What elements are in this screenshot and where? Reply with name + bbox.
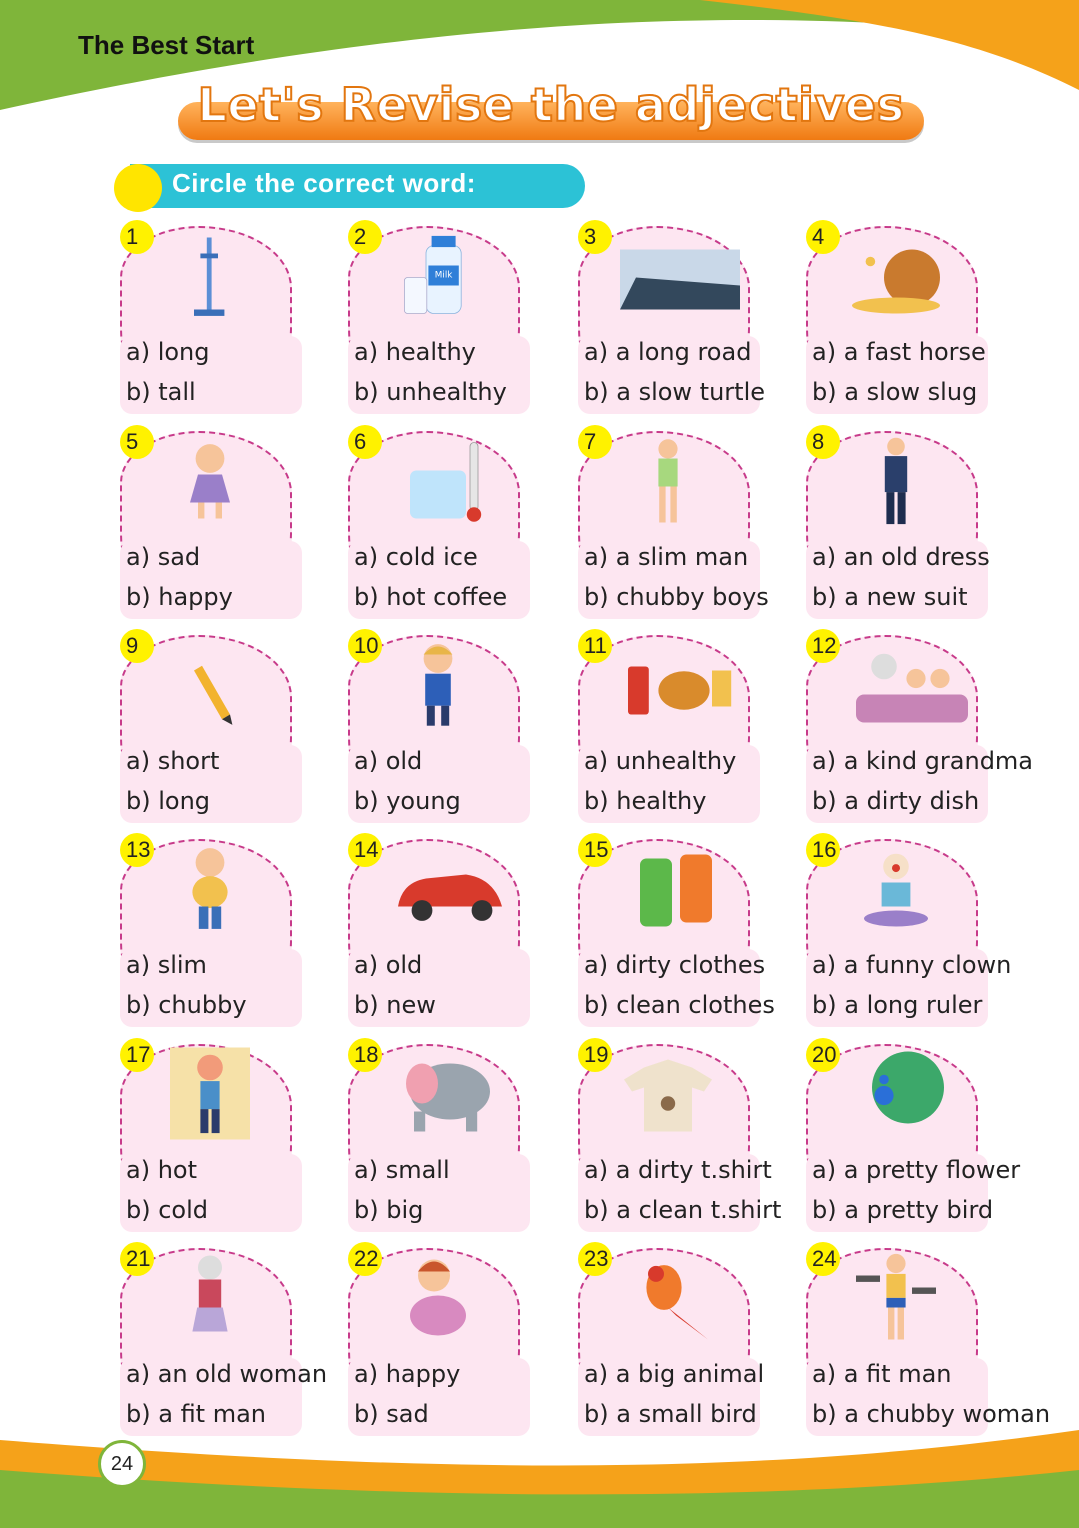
dirty-tshirt-icon [620,1036,740,1151]
option-b[interactable]: b) a clean t.shirt [584,1196,782,1224]
option-b[interactable]: b) tall [126,378,196,406]
exercise-item [110,423,310,627]
exercise-item [110,1036,310,1240]
milk-label: Milk [434,270,453,281]
pencil-icon [162,627,282,742]
option-a[interactable]: a) sad [126,543,201,571]
option-b[interactable]: b) long [126,787,211,815]
milk-bottle-icon [390,218,510,333]
option-b[interactable]: b) big [354,1196,424,1224]
exercise-item [338,1240,538,1444]
item-number: 20 [806,1038,840,1072]
option-a[interactable]: a) happy [354,1360,461,1388]
exercise-item [338,1036,538,1240]
exercise-item [796,831,1012,1035]
brand-title: The Best Start [78,30,255,60]
exercise-item [796,218,996,422]
option-b[interactable]: b) new [354,991,436,1019]
option-a[interactable]: a) an old dress [812,543,990,571]
option-b[interactable]: b) hot coffee [354,583,508,611]
item-number: 17 [120,1038,154,1072]
exercise-item [568,1240,768,1444]
item-number: 23 [578,1242,612,1276]
exercise-item [796,627,1034,831]
ice-thermometer-icon [390,423,510,538]
item-number: 21 [120,1242,154,1276]
option-b[interactable]: b) a long ruler [812,991,983,1019]
clothes-icon [620,831,740,946]
junk-food-icon [620,627,740,742]
parrot-icon [620,1240,740,1355]
option-b[interactable]: b) unhealthy [354,378,507,406]
item-number: 8 [806,425,840,459]
exercise-item [568,831,775,1035]
option-b[interactable]: b) a chubby woman [812,1400,1051,1428]
exercise-item [110,218,310,422]
option-b[interactable]: b) healthy [584,787,707,815]
item-number: 19 [578,1038,612,1072]
option-b[interactable]: b) happy [126,583,233,611]
option-a[interactable]: a) healthy [354,338,476,366]
chubby-boy-icon [162,831,282,946]
road-icon [620,218,740,333]
peacock-icon [848,1036,968,1151]
exercise-item [796,1036,1021,1240]
exercise-item [110,831,310,1035]
item-number: 13 [120,833,154,867]
elephant-icon [390,1036,510,1151]
item-number: 6 [348,425,382,459]
option-a[interactable]: a) an old woman [126,1360,328,1388]
option-a[interactable]: a) a funny clown [812,951,1012,979]
option-b[interactable]: b) a pretty bird [812,1196,994,1224]
item-number: 12 [806,629,840,663]
item-number: 18 [348,1038,382,1072]
instruction-bullet [114,164,162,212]
exercise-item [796,1240,1051,1444]
item-number: 10 [348,629,382,663]
exercise-item [110,1240,328,1444]
exercise-item [338,627,538,831]
item-number: 3 [578,220,612,254]
item-number: 9 [120,629,154,663]
happy-girl-icon [162,423,282,538]
exercise-item [568,627,768,831]
man-in-suit-icon [848,423,968,538]
clown-icon [848,831,968,946]
item-number: 14 [348,833,382,867]
page-title-banner [178,78,928,144]
exercise-item [110,627,310,831]
item-number: 15 [578,833,612,867]
option-b[interactable]: b) a small bird [584,1400,757,1428]
option-b[interactable]: b) a fit man [126,1400,267,1428]
option-a[interactable]: a) short [126,747,220,775]
option-b[interactable]: b) a dirty dish [812,787,980,815]
page-title: Let's Revise the adjectives [197,78,905,132]
exercise-item [568,423,768,627]
option-a[interactable]: a) old [354,747,423,775]
option-a[interactable]: a) a fast horse [812,338,986,366]
exercise-item [338,218,538,422]
option-a[interactable]: a) long [126,338,210,366]
item-number: 24 [806,1242,840,1276]
item-number: 16 [806,833,840,867]
exercise-item [796,423,996,627]
instruction-text: Circle the correct word: [172,168,476,198]
exercise-item [568,218,768,422]
tower-icon [162,218,282,333]
option-a[interactable]: a) a slim man [584,543,749,571]
option-a[interactable]: a) a fit man [812,1360,952,1388]
sad-girl-icon [390,1240,510,1355]
exercise-grid [110,218,1051,1440]
item-number: 7 [578,425,612,459]
young-boy-icon [390,627,510,742]
option-a[interactable]: a) old [354,951,423,979]
exercise-item [338,831,538,1035]
option-a[interactable]: a) unhealthy [584,747,737,775]
option-b[interactable]: b) chubby boys [584,583,769,611]
option-a[interactable]: a) slim [126,951,207,979]
option-b[interactable]: b) young [354,787,461,815]
slim-boy-icon [620,423,740,538]
grandma-kids-icon [848,627,968,742]
option-a[interactable]: a) a dirty t.shirt [584,1156,772,1184]
page-number: 24 [98,1440,146,1488]
item-number: 22 [348,1242,382,1276]
item-number: 1 [120,220,154,254]
option-a[interactable]: a) dirty clothes [584,951,766,979]
old-woman-icon [162,1240,282,1355]
option-b[interactable]: b) a slow slug [812,378,978,406]
item-number: 11 [578,629,612,663]
option-a[interactable]: a) a pretty flower [812,1156,1021,1184]
option-a[interactable]: a) a long road [584,338,752,366]
option-a[interactable]: a) small [354,1156,450,1184]
option-b[interactable]: b) clean clothes [584,991,775,1019]
option-b[interactable]: b) a new suit [812,583,968,611]
option-b[interactable]: b) cold [126,1196,209,1224]
snail-icon [848,218,968,333]
hot-boy-icon [162,1036,282,1151]
option-b[interactable]: b) chubby [126,991,247,1019]
old-car-icon [390,831,510,946]
exercise-item [568,1036,782,1240]
item-number: 2 [348,220,382,254]
fit-man-icon [848,1240,968,1355]
item-number: 5 [120,425,154,459]
option-a[interactable]: a) hot [126,1156,198,1184]
option-a[interactable]: a) cold ice [354,543,478,571]
item-number: 4 [806,220,840,254]
option-b[interactable]: b) a slow turtle [584,378,766,406]
option-a[interactable]: a) a kind grandma [812,747,1034,775]
option-a[interactable]: a) a big animal [584,1360,765,1388]
exercise-item [338,423,538,627]
option-b[interactable]: b) sad [354,1400,429,1428]
